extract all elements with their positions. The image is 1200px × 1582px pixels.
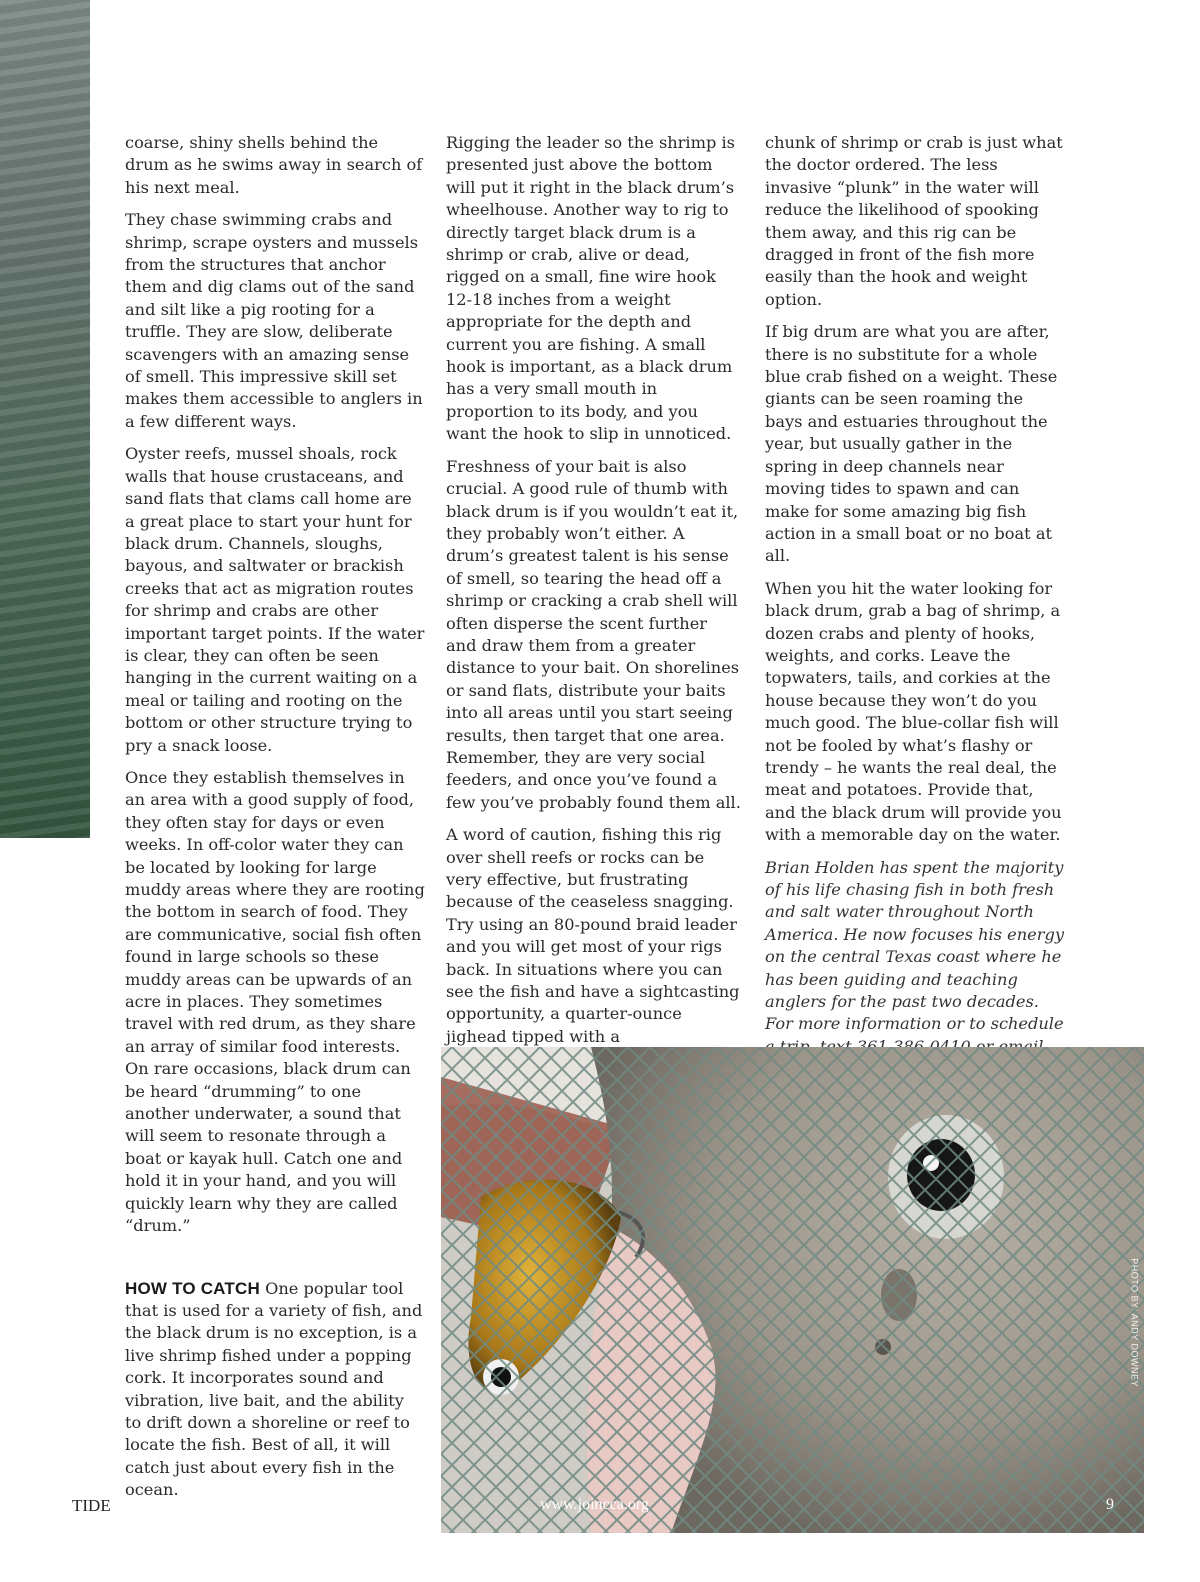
paragraph: Once they establish themselves in an area with a good supply of food, they often stay for days or even weeks. In off-color water they can be located by looking for large muddy areas where they are rooting the bottom in search of food. They are communicative, social fish often found in large schools so these muddy areas can be upwards of an acre in places. They sometimes travel with red drum, as they share an array of similar food interests. On rare occasions, black drum can be heard “drumming” to one another underwater, a sound that will seem to resonate through a boat or kayak hull. Catch one and hold it in your hand, and you will quickly learn why they are called “drum.”	[125, 767, 425, 1236]
paragraph: If big drum are what you are after, there is no substitute for a whole blue crab fished on a weight. These giants can be seen roaming the bays and estuaries throughout the year, but usually gather in the spring in deep channels near moving tides to spawn and can make for some amazing big fish action in a small boat or no boat at all.	[765, 322, 1058, 566]
section-text: One popular tool that is used for a variety of fish, and the black drum is no exception, is a live shrimp fished under a popping cork. It incorporates sound and vibration, live bait, and the ability to drift down a shoreline or reef to locate the fish. Best of all, it will catch just about every fish in the ocean.	[125, 1278, 423, 1500]
paragraph: coarse, shiny shells behind the drum as he swims away in search of his next meal.	[125, 133, 423, 197]
article-column-2	[446, 132, 742, 1058]
photo-credit: PHOTO BY: ANDY DOWNEY	[1130, 1258, 1140, 1387]
paragraph: A word of caution, fishing this rig over shell reefs or rocks can be very effective, but frustrating because of the ceaseless snagging. Try using an 80-pound braid leader and you will get most of your rigs back. In situations where you can see the fish and have a sightcasting opportunity, a quarter-ounce jighead tipped with a	[446, 825, 740, 1046]
water-texture-strip	[0, 0, 90, 838]
paragraph: Freshness of your bait is also crucial. A good rule of thumb with black drum is if you wouldn’t eat it, they probably won’t either. A drum’s greatest talent is his sense of smell, so tearing the head off a shrimp or cracking a crab shell will often disperse the scent further and draw them from a greater distance to your bait. On shorelines or sand flats, distribute your baits into all areas until you start seeing results, then target that one area. Remember, they are very social feeders, and once you’ve found a few you’ve probably found them all.	[446, 456, 741, 812]
page-number: 9	[1106, 1496, 1114, 1513]
author-bio-text: Brian Holden has spent the majority of his life chasing fish in both fresh and salt water throughout North America. He now focuses his energy on the central Texas coast where he has been guiding and teaching anglers for the past two decades. For more information or to schedule	[765, 857, 1065, 1034]
paragraph: When you hit the water looking for black drum, grab a bag of shrimp, a dozen crabs and plenty of hooks, weights, and corks. Leave the topwaters, tails, and corkies at the house because they won’t do you much good. The blue-collar fish will not be fooled by what’s flashy or trendy – he wants the real deal, the meat and potatoes. Provide that, and the black drum will provide you with a memorable day on the water.	[765, 578, 1062, 845]
publication-name: TIDE	[72, 1496, 111, 1515]
website-link[interactable]: www.joincca.org	[540, 1496, 649, 1513]
section-spacer	[125, 1248, 425, 1278]
paragraph: Oyster reefs, mussel shoals, rock walls that house crustaceans, and sand flats that clams call home are a great place to start your hunt for black drum. Channels, sloughs, bayous, and saltwater or brackish creeks that act as migration routes for shrimp and crabs are other important target points. If the water is clear, they can often be seen hanging in the current waiting on a meal or tailing and rooting on the bottom or other structure trying to pry a snack loose.	[125, 444, 425, 755]
paragraph: Rigging the leader so the shrimp is presented just above the bottom will put it right in the black drum’s wheelhouse. Another way to rig to directly target black drum is a shrimp or crab, alive or dead, rigged on a small, fine wire hook 12-18 inches from a weight appropriate for the depth and current you are fishing. A small hook is important, as a black drum has a very small mouth in proportion to its body, and you want the hook to slip in unnoticed.	[446, 133, 735, 444]
fish-illustration	[441, 1047, 1144, 1533]
article-column-3	[765, 132, 1065, 1091]
fish-photo	[441, 1047, 1144, 1533]
section-heading: HOW TO CATCH	[125, 1278, 260, 1298]
how-to-catch-section	[125, 1278, 425, 1502]
paragraph: They chase swimming crabs and shrimp, scrape oysters and mussels from the structures that anchor them and dig clams out of the sand and silt like a pig rooting for a truffle. They are slow, deliberate scavengers with an amazing sense of smell. This impressive skill set makes them accessible to anglers in a few different ways.	[125, 210, 423, 431]
paragraph: chunk of shrimp or crab is just what the doctor ordered. The less invasive “plunk” in the water will reduce the likelihood of spooking them away, and this rig can be dragged in front of the fish more easily than the hook and weight option.	[765, 133, 1063, 309]
article-column-1	[125, 132, 425, 1512]
